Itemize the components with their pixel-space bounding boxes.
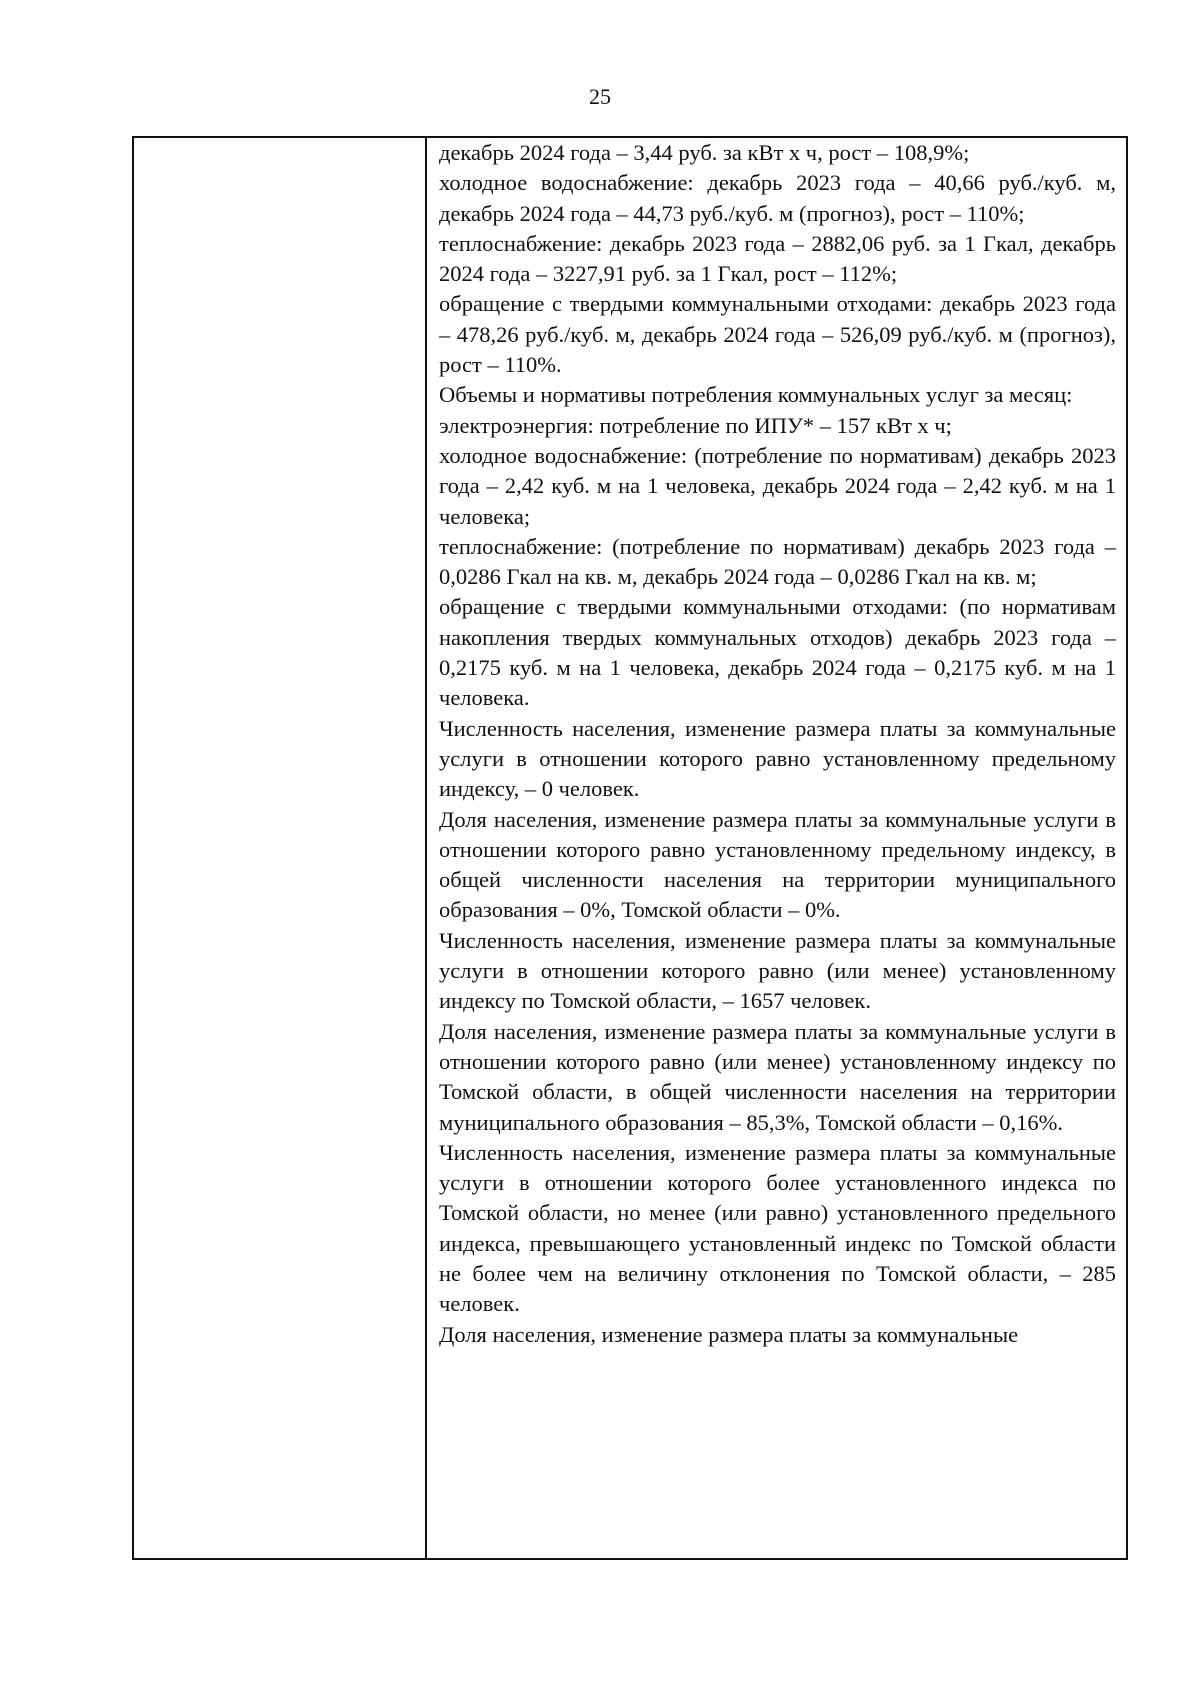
table-left-cell [134,138,427,1558]
table-paragraph: теплоснабжение: (потребление по нормативам) декабрь 2023 года – 0,0286 Гкал на кв. м, декабрь 2024 года – 0,0286 Гкал на кв. м; [439,533,1116,590]
table-paragraph: холодное водоснабжение: (потребление по нормативам) декабрь 2023 года – 2,42 куб. м на 1 человека, декабрь 2024 года – 2,42 куб. м на 1 человека; [439,442,1116,529]
table-paragraph: обращение с твердыми коммунальными отходами: декабрь 2023 года – 478,26 руб./куб. м, декабрь 2024 года – 526,09 руб./куб. м (прогноз), рост – 110%. [439,291,1116,378]
table-paragraph: теплоснабжение: декабрь 2023 года – 2882,06 руб. за 1 Гкал, декабрь 2024 года – 3227,91 руб. за 1 Гкал, рост – 112%; [439,230,1116,287]
table-paragraph: Численность населения, изменение размера платы за коммунальные услуги в отношении которого более установленного индекса по Томской области, но менее (или равно) установленного предельного индекса, превышающего установленный индекс по Томской области не более чем на величину отклонения по Томской области, – 285 человек. [439,1139,1116,1317]
page-number: 25 [589,84,611,109]
table-paragraph: Доля населения, изменение размера платы за коммунальные услуги в отношении которого равно установленному предельному индексу, в общей численности населения на территории муниципального образования – 0%, Томской области – 0%. [439,806,1116,923]
table-paragraph: Объемы и нормативы потребления коммунальных услуг за месяц: [439,382,1073,408]
table-paragraph: Численность населения, изменение размера платы за коммунальные услуги в отношении которого равно установленному предельному индексу, – 0 человек. [439,715,1116,802]
table-paragraph: Численность населения, изменение размера платы за коммунальные услуги в отношении которого равно (или менее) установленному индексу по Томской области, – 1657 человек. [439,927,1116,1014]
table-paragraph: Доля населения, изменение размера платы за коммунальные [439,1321,1019,1347]
table-paragraph: электроэнергия: потребление по ИПУ* – 157 кВт х ч; [439,412,952,438]
table-right-cell [427,138,1126,1558]
document-table [132,136,1128,1560]
table-paragraph: холодное водоснабжение: декабрь 2023 года – 40,66 руб./куб. м, декабрь 2024 года – 44,73 руб./куб. м (прогноз), рост – 110%; [439,170,1116,226]
table-paragraph: обращение с твердыми коммунальными отходами: (по нормативам накопления твердых коммунальных отходов) декабрь 2023 года – 0,2175 куб. м на 1 человека, декабрь 2024 года – 0,2175 куб. м на 1 человека. [439,594,1116,711]
table-paragraph: декабрь 2024 года – 3,44 руб. за кВт х ч, рост – 108,9%; [439,140,970,165]
table-paragraph: Доля населения, изменение размера платы за коммунальные услуги в отношении которого равно (или менее) установленному индексу по Томской области, в общей численности населения на территории муниципального образования – 85,3%, Томской области – 0,16%. [439,1018,1116,1135]
